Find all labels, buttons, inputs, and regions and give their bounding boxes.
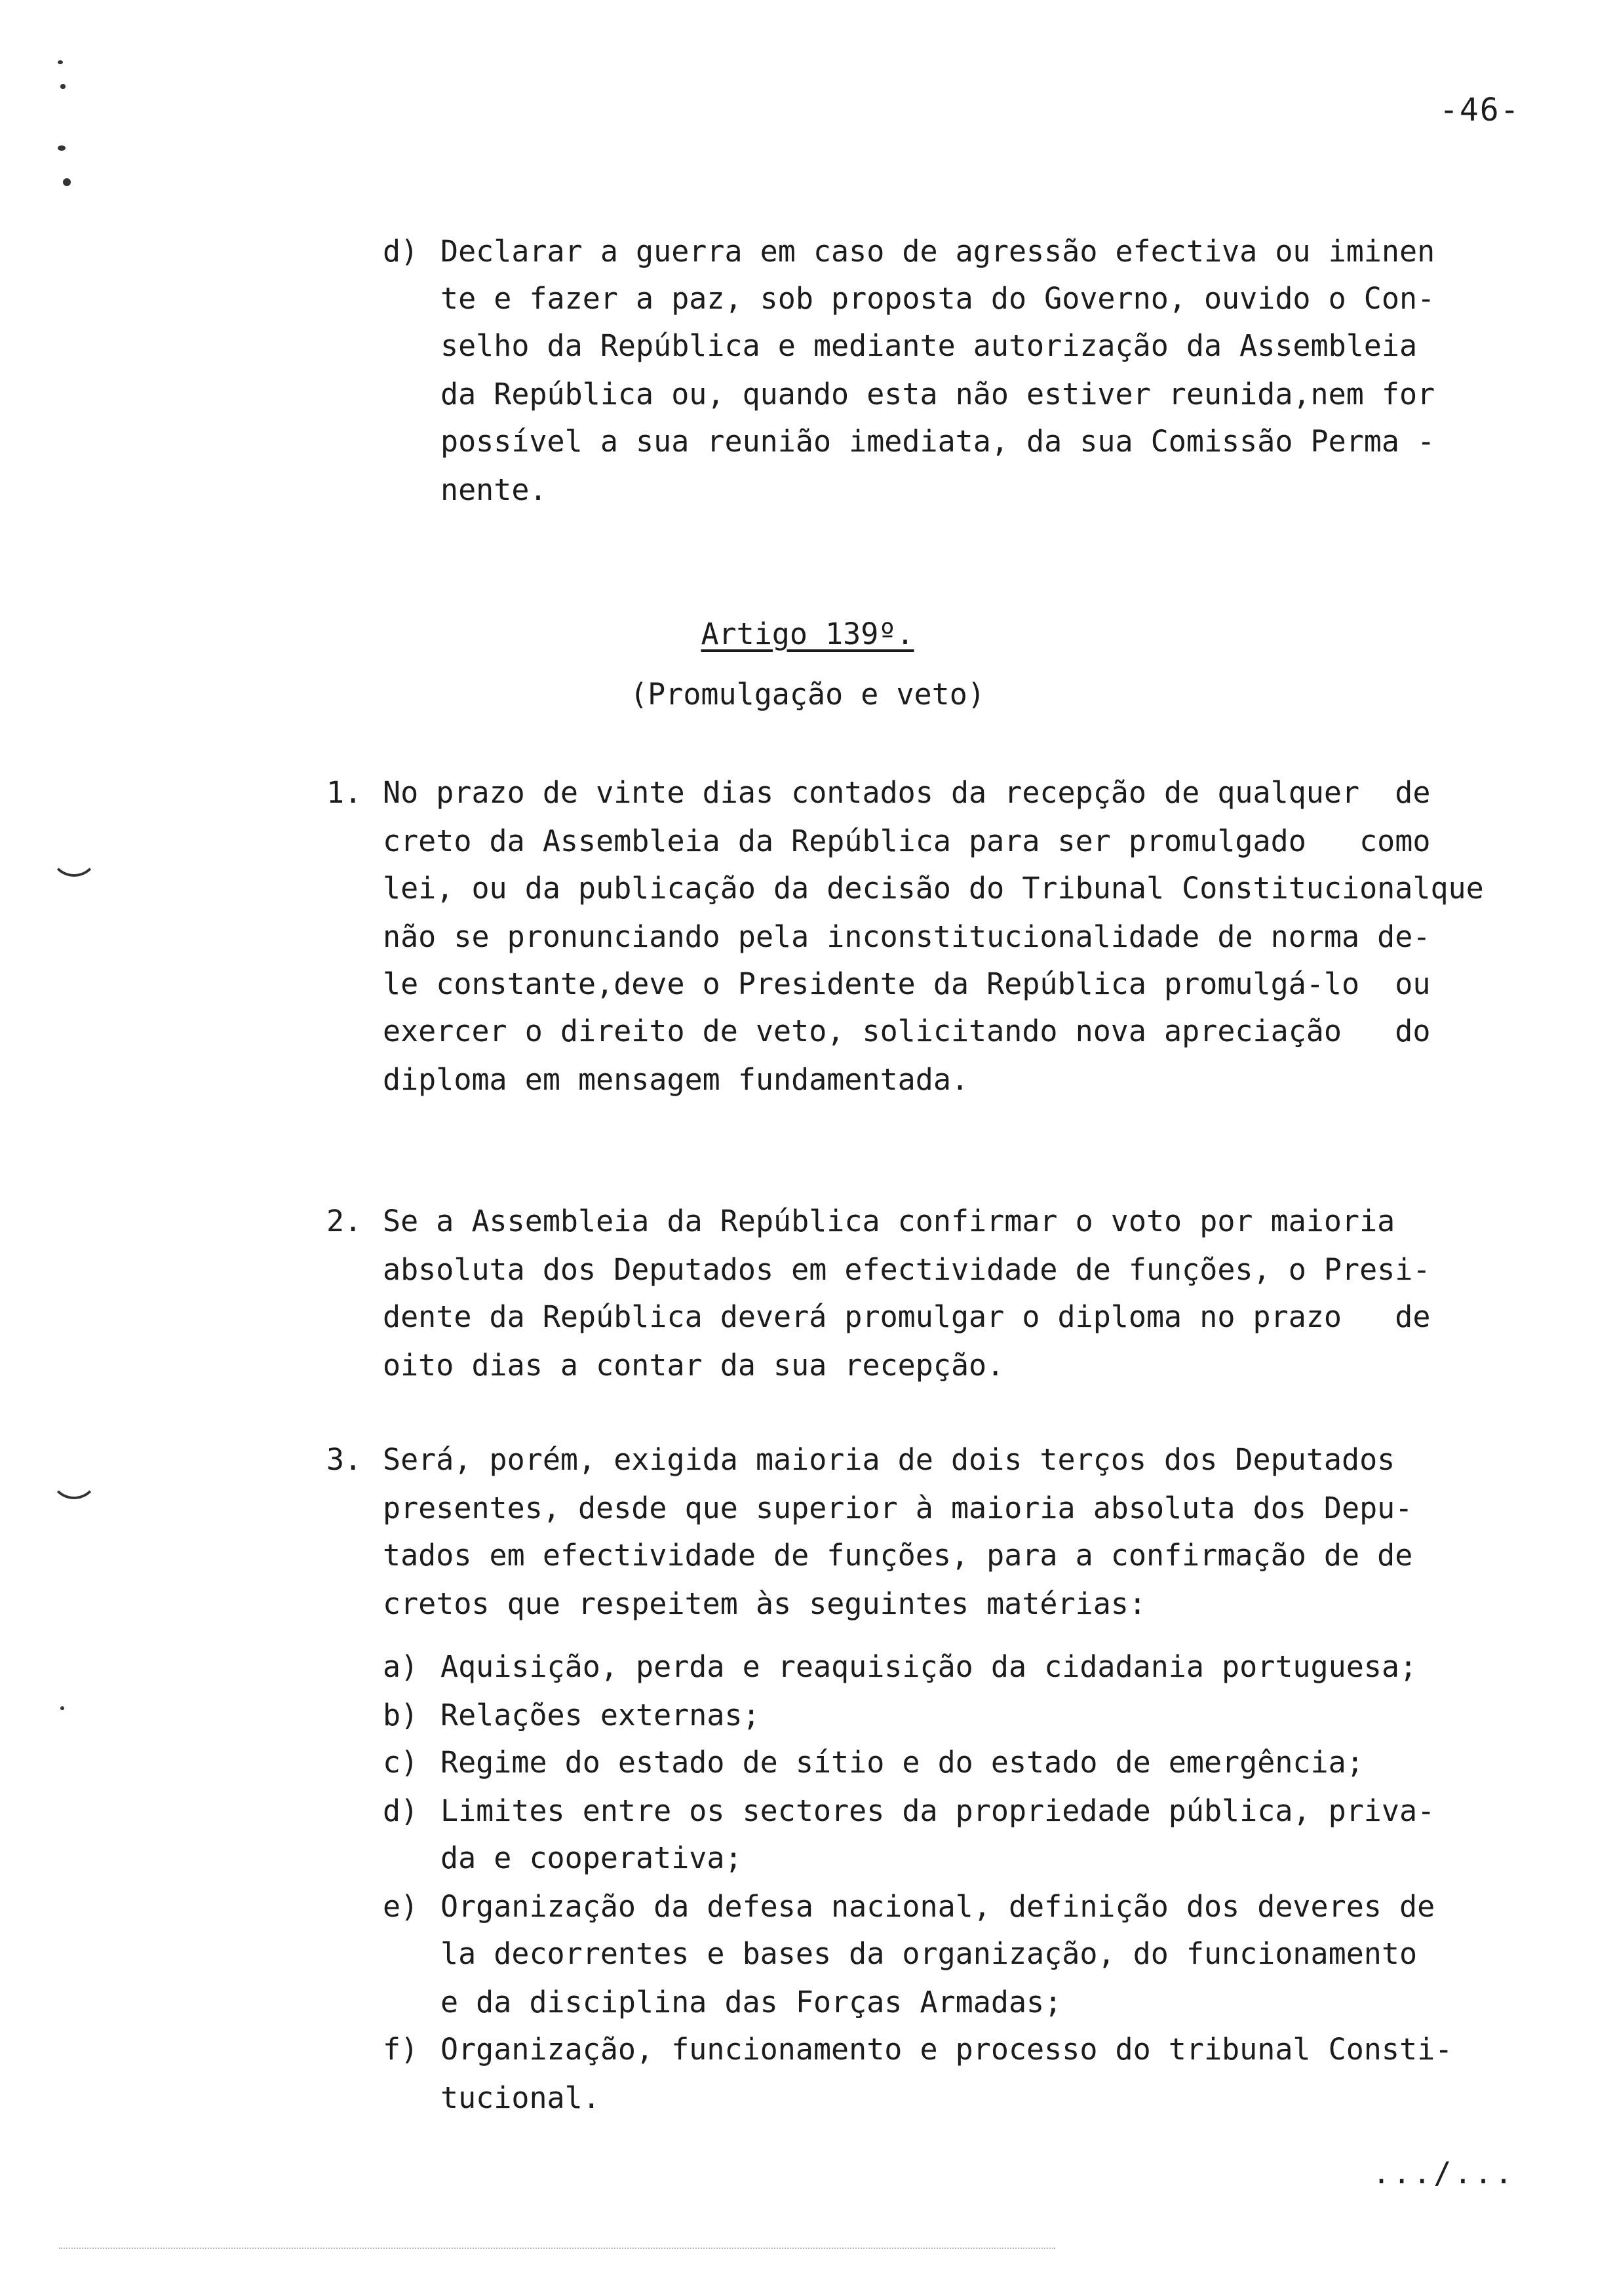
margin-dot: [60, 84, 66, 89]
sub-item-c-marker: c): [383, 1745, 419, 1780]
page-number: -46-: [1439, 92, 1521, 128]
article-subtitle: (Promulgação e veto): [630, 677, 985, 712]
sub-item-b-line: Relações externas;: [440, 1698, 760, 1732]
margin-dot: [60, 1706, 64, 1710]
sub-item-e-line: Organização da defesa nacional, definição dos deveres de: [440, 1889, 1435, 1924]
paragraph-3-line: tados em efectividade de funções, para a confirmação de de: [383, 1538, 1413, 1573]
margin-dot: [58, 60, 63, 64]
sub-item-f-line: Organização, funcionamento e processo do tribunal Consti-: [440, 2032, 1453, 2067]
item-d-line: te e fazer a paz, sob proposta do Governo, ouvido o Con-: [440, 281, 1435, 316]
scan-noise-line: [59, 2248, 1055, 2250]
paragraph-3-line: Será, porém, exigida maioria de dois terços dos Deputados: [383, 1442, 1395, 1477]
item-d-line: possível a sua reunião imediata, da sua Comissão Perma -: [440, 424, 1435, 459]
item-d-line: Declarar a guerra em caso de agressão efectiva ou iminen: [440, 234, 1435, 269]
paragraph-1-line: le constante,deve o Presidente da República promulgá-lo ou: [383, 966, 1431, 1001]
paragraph-1-line: creto da Assembleia da República para ser promulgado como: [383, 824, 1431, 858]
paragraph-1-number: 1.: [326, 775, 362, 810]
paragraph-2-line: absoluta dos Deputados em efectividade de funções, o Presi-: [383, 1252, 1431, 1287]
paragraph-3-line: presentes, desde que superior à maioria absoluta dos Depu-: [383, 1491, 1413, 1525]
paragraph-2-line: Se a Assembleia da República confirmar o voto por maioria: [383, 1204, 1395, 1238]
item-d-line: da República ou, quando esta não estiver reunida,nem for: [440, 377, 1435, 411]
paragraph-1-line: diploma em mensagem fundamentada.: [383, 1062, 969, 1097]
margin-dot: [63, 178, 71, 186]
margin-arc: [50, 845, 98, 877]
sub-item-a-line: Aquisição, perda e reaquisição da cidadania portuguesa;: [440, 1649, 1418, 1684]
paragraph-1-line: não se pronunciando pela inconstitucionalidade de norma de-: [383, 919, 1431, 954]
sub-item-b-marker: b): [383, 1698, 419, 1732]
sub-item-f-line: tucional.: [440, 2080, 600, 2115]
paragraph-3-line: cretos que respeitem às seguintes matérias:: [383, 1586, 1146, 1621]
sub-item-d-line: da e cooperativa;: [440, 1841, 743, 1875]
paragraph-1-line: lei, ou da publicação da decisão do Tribunal Constitucionalque: [383, 871, 1484, 906]
sub-item-e-line: e da disciplina das Forças Armadas;: [440, 1985, 1062, 2019]
sub-item-a-marker: a): [383, 1649, 419, 1684]
sub-item-f-marker: f): [383, 2032, 419, 2067]
paragraph-1-line: exercer o direito de veto, solicitando nova apreciação do: [383, 1014, 1431, 1048]
item-d-marker: d): [383, 234, 419, 269]
article-title: Artigo 139º.: [701, 617, 914, 651]
sub-item-d-marker: d): [383, 1793, 419, 1828]
item-d-line: nente.: [440, 472, 547, 507]
sub-item-d-line: Limites entre os sectores da propriedade pública, priva-: [440, 1793, 1435, 1828]
sub-item-e-marker: e): [383, 1889, 419, 1924]
sub-item-e-line: la decorrentes e bases da organização, do funcionamento: [440, 1936, 1418, 1971]
margin-arc: [50, 1468, 98, 1499]
paragraph-3-number: 3.: [326, 1442, 362, 1477]
margin-dot: [58, 145, 66, 151]
paragraph-2-line: oito dias a contar da sua recepção.: [383, 1348, 1005, 1383]
paragraph-1-line: No prazo de vinte dias contados da recepção de qualquer de: [383, 775, 1431, 810]
paragraph-2-number: 2.: [326, 1204, 362, 1238]
paragraph-2-line: dente da República deverá promulgar o diploma no prazo de: [383, 1299, 1431, 1334]
item-d-line: selho da República e mediante autorização da Assembleia: [440, 328, 1418, 363]
continuation-mark: .../...: [1372, 2156, 1515, 2191]
sub-item-c-line: Regime do estado de sítio e do estado de emergência;: [440, 1745, 1364, 1780]
